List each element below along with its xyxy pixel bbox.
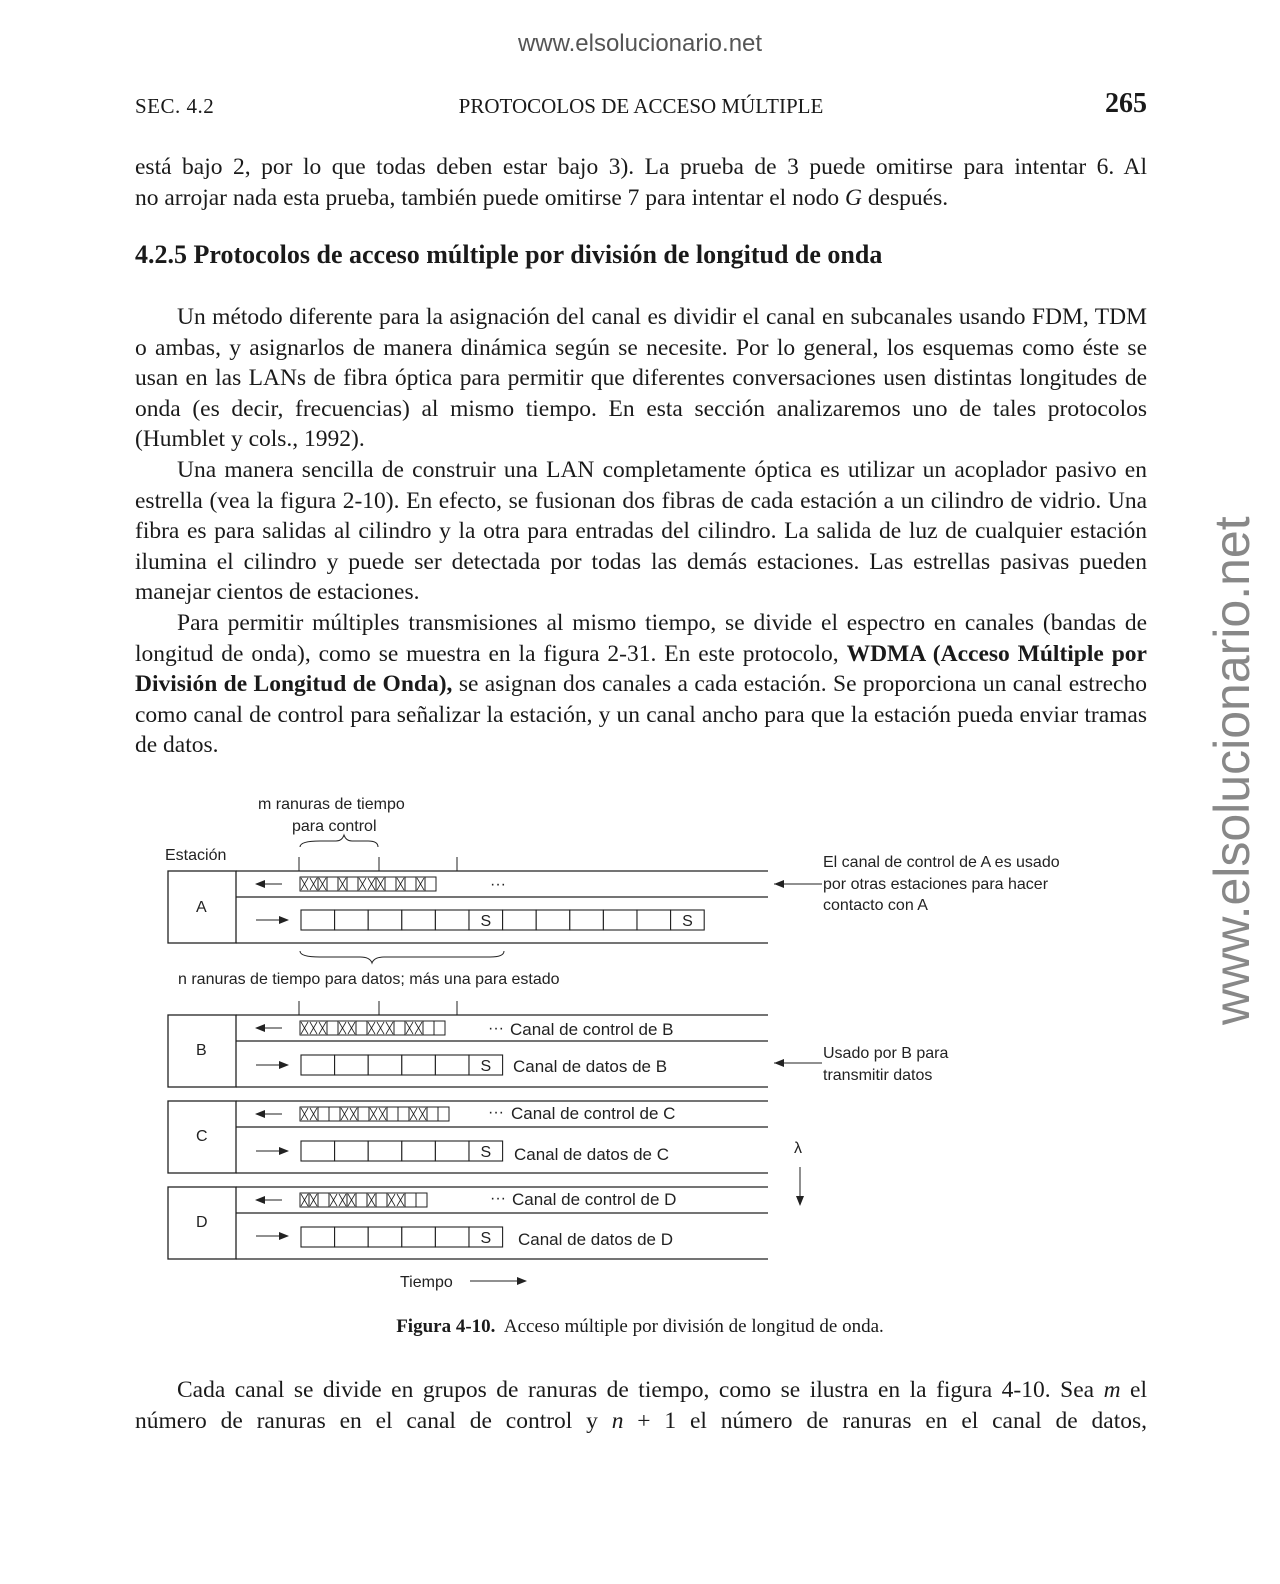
control-slots-b: [300, 1021, 445, 1035]
data-slot: [368, 1141, 402, 1161]
status-slot-label: S: [682, 913, 693, 930]
ellipsis-b: ···: [488, 1020, 504, 1037]
station-b-block: [168, 1015, 822, 1087]
data-slot: [301, 1141, 335, 1161]
control-slot: [300, 1193, 309, 1207]
control-slot: [376, 877, 385, 891]
var-n: n: [611, 1407, 624, 1434]
control-slot: [405, 1021, 423, 1035]
control-slots-c: [300, 1107, 449, 1121]
paragraph-1: Un método diferente para la asignación del canal es dividir el canal en subcanales usando FDM, TDM o ambas, y asignarlos de manera dinámica según se necesite. Por lo general, los esquemas como éste se usan en las LANs de fibra óptica para permitir que diferentes conversaciones usen distintas longitudes de onda (es decir, frecuencias) al mismo tiempo. En esta sección analizaremos uno de tales protocolos (Humblet y cols., 1992).: [135, 304, 1147, 453]
p4-a: Cada canal se divide en grupos de ranuras de tiempo, como se ilustra en la figura 4-10. Sea: [177, 1377, 1104, 1403]
control-slot: [425, 877, 436, 891]
data-slot: [435, 1227, 469, 1247]
control-slot: [405, 1193, 416, 1207]
data-slot: [469, 910, 503, 930]
control-slot: [434, 1021, 445, 1035]
label-m-slots-2: para control: [292, 818, 377, 835]
watermark-top: www.elsolucionario.net: [517, 30, 763, 57]
data-slot: [368, 1055, 402, 1075]
data-slot: [368, 1227, 402, 1247]
control-slot: [340, 1107, 358, 1121]
data-slot: [335, 1055, 369, 1075]
station-a-block: [168, 871, 822, 943]
control-slot: [367, 1021, 394, 1035]
paragraph-2: Una manera sencilla de construir una LAN completamente óptica es utilizar un acoplador pasivo en estrella (vea la figura 2-10). En efecto, se fusionan dos fibras de cada estación a un cilindro de vidrio. Una fibra es para salidas al cilindro y la otra para entradas del cilindro. La salida de luz de cualquier estación ilumina el cilindro y puede ser detectada por todas las demás estaciones. Las estrellas pasivas pueden manejar cientos de estaciones.: [135, 456, 1147, 606]
data-slot: [301, 910, 335, 930]
data-slot: [637, 910, 671, 930]
control-slot: [367, 1193, 376, 1207]
paragraph-3b: se asignan dos canales a cada estación. Se proporciona un canal estrecho como canal de control para señalizar la estación, y un canal ancho para que la estación pueda enviar tramas de datos.: [135, 671, 1147, 759]
control-slot: [358, 877, 376, 891]
time-label: Tiempo: [400, 1274, 453, 1291]
section-heading: 4.2.5 Protocolos de acceso múltiple por división de longitud de onda: [135, 240, 883, 269]
lambda-label: λ: [794, 1140, 802, 1157]
intro-line-2: [135, 183, 1147, 214]
data-slot: [368, 910, 402, 930]
control-slot: [438, 1107, 449, 1121]
control-slot: [318, 1107, 329, 1121]
var-m: m: [1103, 1377, 1121, 1403]
station-c-label: C: [196, 1128, 208, 1145]
p4-c: + 1 el número de ranuras en el canal de datos,: [623, 1407, 1147, 1434]
control-slot: [387, 1193, 405, 1207]
data-slot: [335, 1227, 369, 1247]
page-header: [135, 90, 1147, 124]
intro-paragraph: [135, 152, 1147, 213]
status-slot-label: S: [480, 913, 492, 930]
label-n-slots: n ranuras de tiempo para datos; más una para estado: [178, 971, 560, 988]
figure-diagram: [160, 785, 1160, 1305]
brace-m: [300, 835, 378, 847]
data-slot: [402, 1055, 436, 1075]
station-b-label: B: [196, 1042, 207, 1059]
status-slot-label: S: [480, 1058, 492, 1075]
data-slot: [469, 1055, 503, 1075]
data-slot: [402, 1141, 436, 1161]
control-slot: [369, 1107, 387, 1121]
control-slot: [427, 1107, 438, 1121]
data-slot: [335, 1141, 369, 1161]
label-station: Estación: [165, 847, 227, 864]
note-a-1: El canal de control de A es usado: [823, 854, 1060, 871]
paragraph-4: [135, 1375, 1147, 1436]
control-slot: [385, 877, 396, 891]
figure-caption: [0, 1316, 1280, 1338]
data-slot: [435, 1055, 469, 1075]
paragraph-3a: Para permitir múltiples transmisiones al mismo tiempo, se divide el espectro en canales (bandas de longitud de onda), como se muestra en la figura 2-31. En este protocolo,: [135, 609, 1147, 667]
body-text: [135, 302, 1147, 761]
control-slot: [329, 1107, 340, 1121]
control-slot: [376, 1193, 387, 1207]
figure-wdma: [160, 785, 1160, 1305]
control-slot: [405, 877, 416, 891]
status-slot-label: S: [480, 1144, 492, 1161]
data-channel-d: Canal de datos de D: [518, 1230, 673, 1249]
control-slot: [398, 1107, 409, 1121]
control-slot: [318, 877, 327, 891]
data-slot: [570, 910, 604, 930]
caption-label: Figura 4-10.: [396, 1316, 496, 1337]
control-slot: [338, 877, 347, 891]
data-slot: [301, 1055, 335, 1075]
control-channel-b: Canal de control de B: [510, 1020, 674, 1039]
data-slot: [402, 1227, 436, 1247]
ellipsis-c: ···: [488, 1104, 504, 1121]
control-slot: [318, 1193, 329, 1207]
caption-text: Acceso múltiple por división de longitud de onda.: [503, 1316, 884, 1337]
control-slot: [327, 877, 338, 891]
data-slot: [503, 910, 537, 930]
paragraph-3: [135, 608, 1147, 761]
control-slot: [356, 1193, 367, 1207]
note-a-3: contacto con A: [823, 897, 928, 914]
note-a-2: por otras estaciones para hacer: [823, 876, 1049, 893]
control-slot: [327, 1021, 338, 1035]
data-slots-d: [301, 1227, 503, 1247]
data-slot: [435, 1141, 469, 1161]
control-slot: [300, 1021, 327, 1035]
brace-n: [300, 951, 504, 963]
station-d-label: D: [196, 1214, 208, 1231]
note-b-2: transmitir datos: [823, 1067, 933, 1084]
control-slot: [394, 1021, 405, 1035]
control-slot: [300, 877, 318, 891]
data-slot: [402, 910, 436, 930]
control-slot: [309, 1193, 318, 1207]
data-slot: [469, 1227, 503, 1247]
intro-line-1: está bajo 2, por lo que todas deben estar bajo 3). La prueba de 3 puede omitirse para intentar 6. Al: [135, 154, 1147, 180]
control-slot: [387, 1107, 398, 1121]
data-slot: [671, 910, 705, 930]
intro-line-2b: después.: [861, 184, 949, 211]
control-slot: [338, 1021, 356, 1035]
station-c-block: [168, 1101, 768, 1173]
control-slot: [358, 1107, 369, 1121]
section-label: SEC. 4.2: [135, 94, 215, 118]
data-slots-a: [301, 910, 704, 930]
page-number: 265: [1105, 88, 1147, 119]
data-slot: [603, 910, 637, 930]
intro-node-g: G: [844, 184, 862, 211]
data-channel-b: Canal de datos de B: [513, 1057, 668, 1076]
data-channel-c: Canal de datos de C: [514, 1145, 669, 1164]
control-channel-c: Canal de control de C: [511, 1104, 676, 1123]
control-channel-d: Canal de control de D: [512, 1190, 677, 1209]
control-slot: [416, 1193, 427, 1207]
last-paragraph: [135, 1375, 1147, 1436]
data-slot: [335, 910, 369, 930]
data-slot: [469, 1141, 503, 1161]
station-d-block: [168, 1187, 768, 1259]
control-slot: [329, 1193, 347, 1207]
note-b-1: Usado por B para: [823, 1045, 949, 1062]
label-m-slots: m ranuras de tiempo: [258, 796, 405, 813]
station-a-label: A: [196, 899, 207, 916]
data-slot: [435, 910, 469, 930]
data-slot: [301, 1227, 335, 1247]
control-slot: [347, 1193, 356, 1207]
running-title: PROTOCOLOS DE ACCESO MÚLTIPLE: [458, 94, 824, 118]
control-slot: [409, 1107, 427, 1121]
data-slots-b: [301, 1055, 503, 1075]
control-slot: [416, 877, 425, 891]
control-slot: [356, 1021, 367, 1035]
control-slots-d: [300, 1193, 427, 1207]
control-slots-a: [300, 877, 436, 891]
intro-line-2a: no arrojar nada esta prueba, también puede omitirse 7 para intentar el nodo: [135, 184, 845, 211]
p4-b: el número de ranuras en el canal de control y: [135, 1377, 1148, 1434]
control-slot: [347, 877, 358, 891]
data-slot: [536, 910, 570, 930]
status-slot-label: S: [480, 1230, 492, 1247]
data-slots-c: [301, 1141, 503, 1161]
control-slot: [300, 1107, 318, 1121]
control-slot: [396, 877, 405, 891]
watermark-side: www.elsolucionario.net: [1204, 516, 1260, 1025]
ellipsis-d: ···: [490, 1190, 506, 1207]
control-slot: [423, 1021, 434, 1035]
wdma-term: WDMA (Acceso Múltiple por División de Longitud de Onda),: [135, 640, 1147, 698]
ellipsis-a: ···: [490, 876, 506, 893]
